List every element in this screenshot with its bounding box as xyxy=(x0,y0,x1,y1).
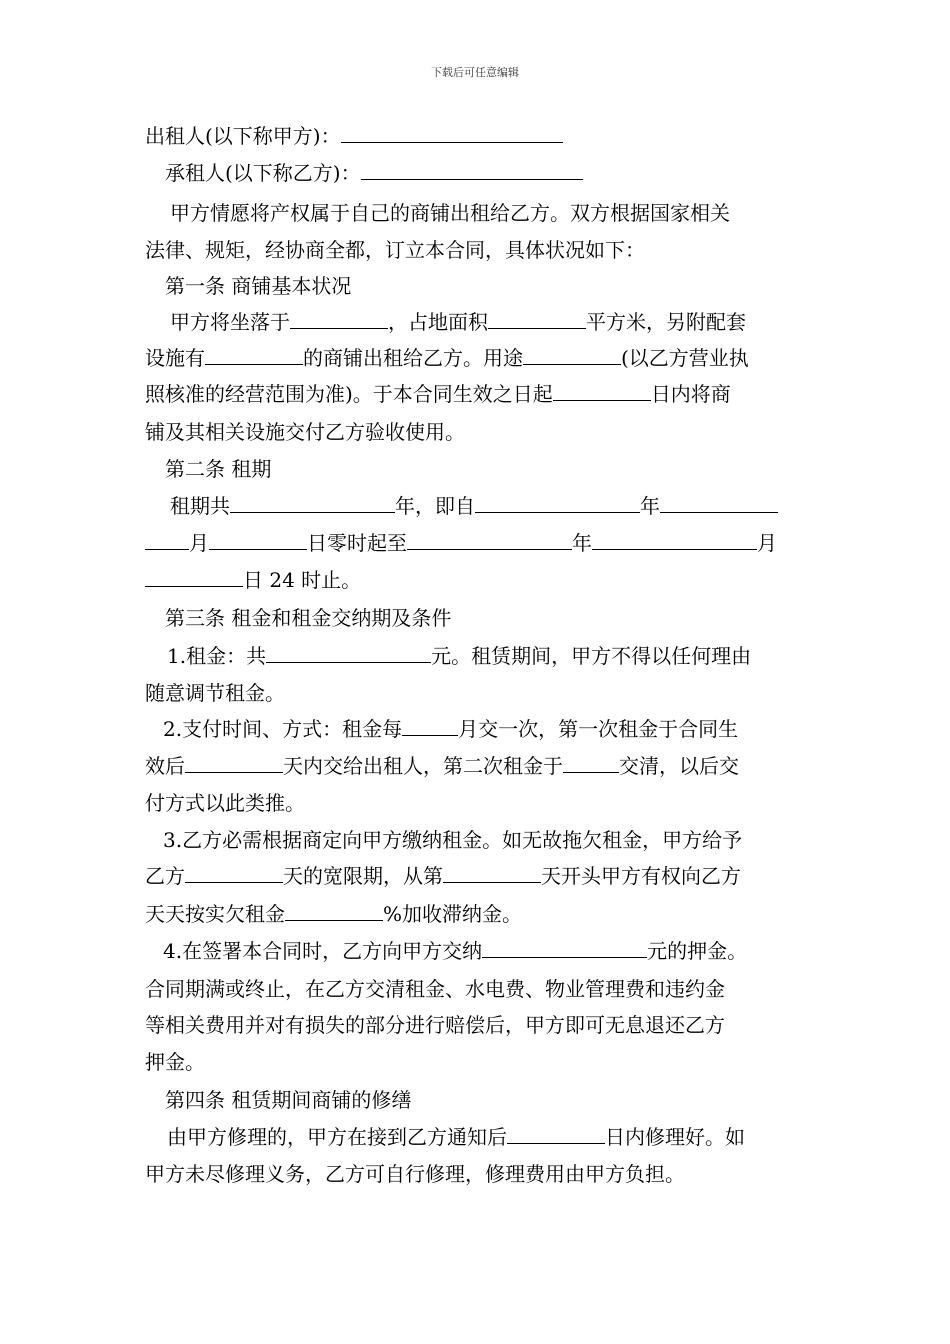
blank-field[interactable] xyxy=(145,562,243,587)
text-segment: 平方米，另附配套 xyxy=(586,310,746,334)
text-segment: 4.在签署本合同时，乙方向甲方交纳 xyxy=(163,939,483,963)
paragraph-line xyxy=(145,896,810,932)
text-segment: 由甲方修理的，甲方在接到乙方通知后 xyxy=(167,1125,507,1149)
blank-field[interactable] xyxy=(592,525,757,550)
text-segment: 照核准的经营范围为准)。于本合同生效之日起 xyxy=(145,382,553,406)
text-segment: 元。租赁期间，甲方不得以任何理由 xyxy=(431,644,752,668)
paragraph-line xyxy=(145,525,810,561)
text-segment: 日内将商 xyxy=(650,382,731,406)
text-segment: 月 xyxy=(757,531,777,555)
blank-field[interactable] xyxy=(185,748,283,773)
text-segment: 月交一次，第一次租金于合同生 xyxy=(458,717,739,741)
blank-field[interactable] xyxy=(266,638,431,663)
text-segment: %加收滞纳金。 xyxy=(383,902,523,926)
article-heading: 第二条 租期 xyxy=(165,457,272,481)
text-segment: 天开头甲方有权向乙方 xyxy=(541,864,741,888)
blank-field[interactable] xyxy=(290,304,388,329)
blank-field[interactable] xyxy=(507,1119,605,1144)
blank-field[interactable] xyxy=(482,933,647,958)
paragraph-line: 等相关费用并对有损失的部分进行赔偿后，甲方即可无息退还乙方 xyxy=(145,1013,725,1037)
blank-field[interactable] xyxy=(402,711,458,736)
text-segment: 日零时起至 xyxy=(307,531,407,555)
article-heading: 第一条 商铺基本状况 xyxy=(165,274,352,298)
blank-field[interactable] xyxy=(205,340,303,365)
blank-field[interactable] xyxy=(285,896,383,921)
article-heading: 第四条 租赁期间商铺的修缮 xyxy=(165,1088,412,1112)
paragraph-line: 铺及其相关设施交付乙方验收使用。 xyxy=(145,420,465,444)
text-segment: 效后 xyxy=(145,754,185,778)
blank-field[interactable] xyxy=(523,340,621,365)
paragraph-line xyxy=(145,340,810,376)
text-segment: ，占地面积 xyxy=(388,310,488,334)
paragraph-line: 法律、规矩，经协商全都，订立本合同，具体状况如下： xyxy=(145,238,645,262)
blank-field[interactable] xyxy=(407,525,572,550)
text-segment: 元的押金。 xyxy=(647,939,748,963)
text-segment: 承租人(以下称乙方)： xyxy=(165,161,361,185)
text-segment: 1.租金：共 xyxy=(167,644,267,668)
blank-field[interactable] xyxy=(230,488,395,513)
paragraph-line: 随意调节租金。 xyxy=(145,681,285,705)
text-segment: 天天按实欠租金 xyxy=(145,902,285,926)
blank-field[interactable] xyxy=(443,858,541,883)
lessee-line xyxy=(165,155,830,191)
paragraph-line xyxy=(167,638,832,674)
text-segment: 年 xyxy=(640,494,660,518)
paragraph-line xyxy=(145,562,810,598)
blank-field[interactable] xyxy=(563,748,619,773)
blank-field[interactable] xyxy=(553,376,651,401)
blank-field[interactable] xyxy=(209,525,307,550)
blank-field[interactable] xyxy=(475,488,640,513)
text-segment: 日 24 时止。 xyxy=(243,568,362,592)
text-segment: 甲方将坐落于 xyxy=(170,310,290,334)
paragraph-line xyxy=(170,488,835,524)
blank-field[interactable] xyxy=(185,858,283,883)
paragraph-line xyxy=(170,304,835,340)
paragraph-line xyxy=(167,1119,832,1155)
blank-field[interactable] xyxy=(145,525,189,550)
paragraph-line xyxy=(145,376,810,412)
text-segment: 2.支付时间、方式：租金每 xyxy=(163,717,403,741)
paragraph-line: 押金。 xyxy=(145,1050,205,1074)
text-segment: 年，即自 xyxy=(395,494,475,518)
text-segment: 的商铺出租给乙方。用途 xyxy=(303,346,523,370)
blank-field[interactable] xyxy=(361,155,583,180)
text-segment: 出租人(以下称甲方)： xyxy=(145,124,341,148)
text-segment: 年 xyxy=(572,531,592,555)
text-segment: 交清，以后交 xyxy=(619,754,739,778)
paragraph-line: 甲方情愿将产权属于自己的商铺出租给乙方。双方根据国家相关 xyxy=(170,201,730,225)
text-segment: 租期共 xyxy=(170,494,230,518)
paragraph-line: 3.乙方必需根据商定向甲方缴纳租金。如无故拖欠租金，甲方给予 xyxy=(163,828,743,852)
text-segment: 乙方 xyxy=(145,864,185,888)
text-segment: 月 xyxy=(189,531,209,555)
blank-field[interactable] xyxy=(660,488,778,513)
text-segment: 天的宽限期，从第 xyxy=(283,864,443,888)
text-segment: 天内交给出租人，第二次租金于 xyxy=(283,754,563,778)
paragraph-line xyxy=(163,933,828,969)
lessor-line xyxy=(145,118,810,154)
blank-field[interactable] xyxy=(488,304,586,329)
text-segment: 设施有 xyxy=(145,346,205,370)
text-segment: 日内修理好。如 xyxy=(605,1125,745,1149)
article-heading: 第三条 租金和租金交纳期及条件 xyxy=(165,606,452,630)
paragraph-line xyxy=(145,858,810,894)
paragraph-line xyxy=(145,748,810,784)
paragraph-line xyxy=(163,711,828,747)
paragraph-line: 合同期满或终止，在乙方交清租金、水电费、物业管理费和违约金 xyxy=(145,977,725,1001)
paragraph-line: 付方式以此类推。 xyxy=(145,791,305,815)
paragraph-line: 甲方未尽修理义务，乙方可自行修理，修理费用由甲方负担。 xyxy=(145,1162,685,1186)
blank-field[interactable] xyxy=(341,118,563,143)
text-segment: (以乙方营业执 xyxy=(621,346,749,370)
page-header: 下载后可任意编辑 xyxy=(431,66,519,79)
